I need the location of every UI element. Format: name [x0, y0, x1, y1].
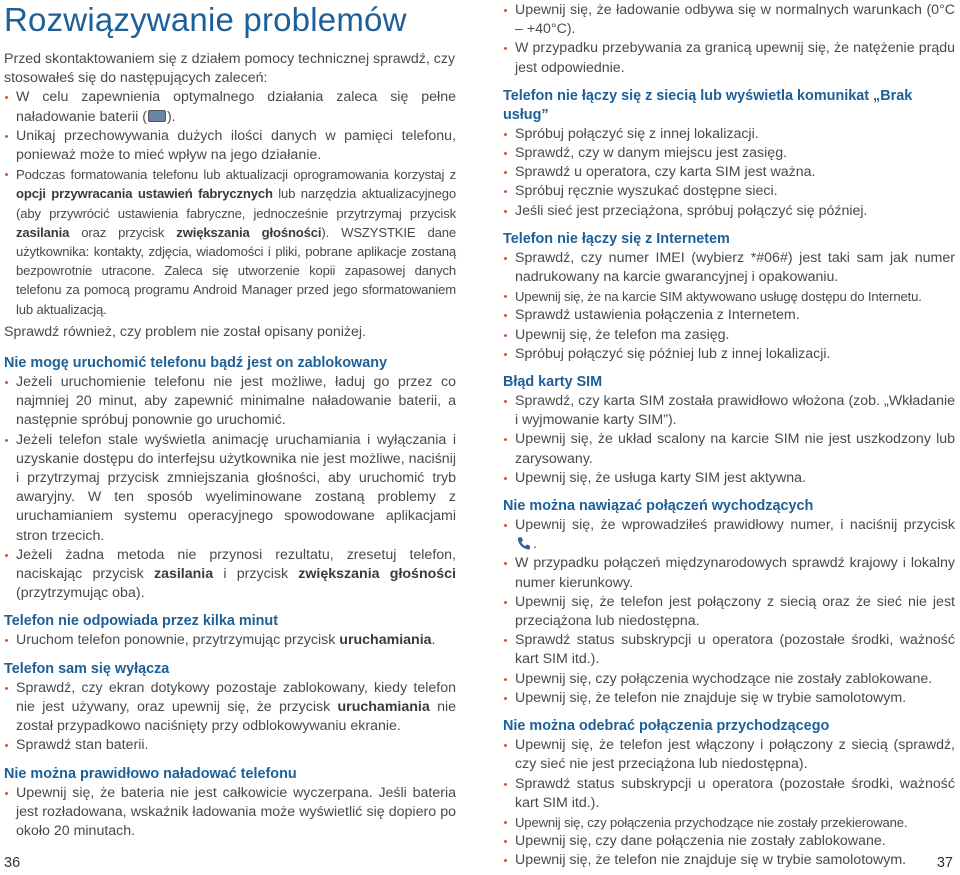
intro-list [4, 88, 456, 318]
section-list [503, 125, 955, 221]
list-item: Sprawdź status subskrypcji u operatora (pozostałe środki, ważność kart SIM itd.). [503, 775, 955, 813]
section-list [503, 736, 955, 870]
page-number: 36 [4, 855, 21, 871]
list-item: Spróbuj połączyć się później lub z innej lokalizacji. [503, 345, 955, 364]
section-list [503, 516, 955, 708]
phone-call-icon [515, 536, 533, 550]
list-item: Sprawdź, czy numer IMEI (wybierz *#06#) jest taki sam jak numer nadrukowany na karcie gwarancyjnej i opakowaniu. [503, 249, 955, 287]
section-heading: Nie można nawiązać połączeń wychodzących [503, 498, 814, 515]
text: ). WSZYSTKIE dane użytkownika: kontakty, zdjęcia, wiadomości i pliki, pobrane aplikacje zostaną bezpowrotnie utracone. Zaleca się utworzenie kopii zapasowej danych telefonu za pomocą programu Android Manager przed jego sformatowaniem lub aktualizacją. [16, 224, 456, 317]
list-item: Unikaj przechowywania dużych ilości danych w pamięci telefonu, ponieważ może to mieć wpływ na jego działanie. [4, 127, 456, 165]
text: . [533, 536, 537, 553]
list-item: Sprawdź, czy w danym miejscu jest zasięg. [503, 144, 955, 163]
list-item: Upewnij się, że telefon jest włączony i połączony z siecią (sprawdź, czy sieć nie jest przeciążona lub niedostępna). [503, 736, 955, 774]
list-item: Upewnij się, że bateria nie jest całkowicie wyczerpana. Jeśli bateria jest rozładowana, wskaźnik ładowania może wyświetlić się dopiero po około 20 minutach. [4, 784, 456, 842]
text: Podczas formatowania telefonu lub aktualizacji oprogramowania korzystaj z [16, 167, 456, 183]
list-item: Upewnij się, że telefon ma zasięg. [503, 326, 955, 345]
section-list [4, 784, 456, 842]
list-item: Jeżeli uruchomienie telefonu nie jest możliwe, ładuj go przez co najmniej 20 minut, aby zapewnić minimalne naładowanie baterii, a następnie spróbuj ponownie go uruchomić. [4, 373, 456, 431]
list-item: Jeżeli telefon stale wyświetla animację uruchamiania i wyłączania i uzyskanie dostępu do interfejsu użytkownika nie jest możliwe, naciśnij i przytrzymaj przycisk zmniejszania głośności, aby uruchomić tryb awaryjny. W ten sposób wyeliminowane zostaną problemy z uruchamianiem systemu operacyjnego spowodowane aplikacjami stron trzecich. [4, 431, 456, 546]
list-item [503, 516, 955, 554]
left-page [4, 0, 456, 841]
section-list [503, 392, 955, 488]
list-item: Upewnij się, że telefon jest połączony z siecią oraz że sieć nie jest przeciążona lub niedostępna. [503, 593, 955, 631]
list-item [4, 165, 456, 319]
section-list [4, 631, 456, 650]
list-item: Upewnij się, że telefon nie znajduje się w trybie samolotowym. [503, 689, 955, 708]
text: W celu zapewnienia optymalnego działania zaleca się pełne naładowanie baterii ( [16, 89, 456, 125]
text: ). [166, 108, 176, 125]
text: . [431, 632, 436, 649]
list-item [4, 679, 456, 737]
text: lub narzędzia aktualizacyjnego (aby przywrócić ustawienia fabryczne, jednocześnie przytrzymaj przycisk [16, 186, 456, 221]
right-page [503, 1, 955, 871]
section-heading: Nie można prawidłowo naładować telefonu [4, 765, 297, 782]
text: Jeżeli żadna metoda nie przynosi rezultatu, zresetuj telefon, naciskając przycisk [16, 546, 456, 583]
text: (przytrzymując oba). [16, 585, 145, 602]
list-item: Sprawdź ustawienia połączenia z Internetem. [503, 306, 955, 325]
text: Uruchom telefon ponownie, przytrzymując przycisk [16, 632, 340, 649]
list-item: Upewnij się, że ładowanie odbywa się w normalnych warunkach (0°C – +40°C). [503, 1, 955, 39]
section-heading: Nie można odebrać połączenia przychodzącego [503, 718, 830, 735]
section-heading: Telefon nie łączy się z siecią lub wyświetla komunikat „Brak usług” [503, 87, 913, 123]
list-item: Upewnij się, że na karcie SIM aktywowano usługę dostępu do Internetu. [503, 287, 955, 306]
list-item: Upewnij się, że usługa karty SIM jest aktywna. [503, 469, 955, 488]
text: oraz przycisk [69, 224, 177, 240]
section-heading: Telefon nie łączy się z Internetem [503, 230, 730, 247]
list-item: Upewnij się, że układ scalony na karcie SIM nie jest uszkodzony lub zarysowany. [503, 430, 955, 468]
section-list [503, 249, 955, 364]
section-list [4, 679, 456, 756]
section-heading: Telefon sam się wyłącza [4, 660, 170, 677]
section-heading: Nie mogę uruchomić telefonu bądź jest on zablokowany [4, 355, 388, 372]
list-item: Sprawdź u operatora, czy karta SIM jest ważna. [503, 163, 955, 182]
list-item: Jeśli sieć jest przeciążona, spróbuj połączyć się później. [503, 202, 955, 221]
list-item: W przypadku przebywania za granicą upewnij się, że natężenie prądu jest odpowiednie. [503, 39, 955, 77]
list-item: W przypadku połączeń międzynarodowych sprawdź krajowy i lokalny numer kierunkowy. [503, 554, 955, 592]
list-item: Sprawdź stan baterii. [4, 736, 456, 755]
text: Upewnij się, że wprowadziłeś prawidłowy numer, i naciśnij przycisk [515, 517, 955, 534]
text: i przycisk [213, 566, 299, 583]
section-list [503, 1, 955, 78]
keyword: opcji przywracania ustawień fabrycznych [16, 186, 273, 202]
section-heading: Telefon nie odpowiada przez kilka minut [4, 613, 278, 630]
list-item [4, 631, 456, 650]
list-item: Upewnij się, czy połączenia przychodzące nie zostały przekierowane. [503, 813, 955, 832]
list-item: Spróbuj połączyć się z innej lokalizacji. [503, 125, 955, 144]
page-number: 37 [936, 855, 953, 871]
list-item: Upewnij się, że telefon nie znajduje się w trybie samolotowym. [503, 851, 955, 870]
keyword: zasilania [153, 566, 214, 583]
intro-text: Przed skontaktowaniem się z działem pomocy technicznej sprawdź, czy stosowałeś się do następujących zaleceń: [4, 51, 456, 87]
keyword: zasilania [16, 224, 70, 240]
keyword: uruchamiania [337, 698, 430, 715]
section-heading: Błąd karty SIM [503, 374, 603, 391]
section-list [4, 373, 456, 603]
keyword: zwiększania głośności [176, 224, 322, 240]
list-item [4, 88, 456, 126]
text: Sprawdź, czy ekran dotykowy pozostaje zablokowany, kiedy telefon nie jest używany, oraz upewnij się, że przycisk [16, 679, 456, 715]
list-item: Upewnij się, czy dane połączenia nie zostały zablokowane. [503, 832, 955, 851]
list-item: Sprawdź status subskrypcji u operatora (pozostałe środki, ważność kart SIM itd.). [503, 631, 955, 669]
list-item: Spróbuj ręcznie wyszukać dostępne sieci. [503, 182, 955, 201]
also-check-text: Sprawdź również, czy problem nie został opisany poniżej. [4, 323, 366, 340]
keyword: uruchamiania [339, 632, 432, 649]
battery-full-icon [148, 110, 166, 122]
list-item [4, 546, 456, 604]
page-title: Rozwiązywanie problemów [4, 1, 407, 38]
list-item: Upewnij się, czy połączenia wychodzące nie zostały zablokowane. [503, 670, 955, 689]
list-item: Sprawdź, czy karta SIM została prawidłowo włożona (zob. „Wkładanie i wyjmowanie karty SIM”). [503, 392, 955, 430]
text: nie został przypadkowo naciśnięty przy odblokowywaniu ekranie. [16, 698, 456, 735]
keyword: zwiększania głośności [298, 566, 456, 583]
